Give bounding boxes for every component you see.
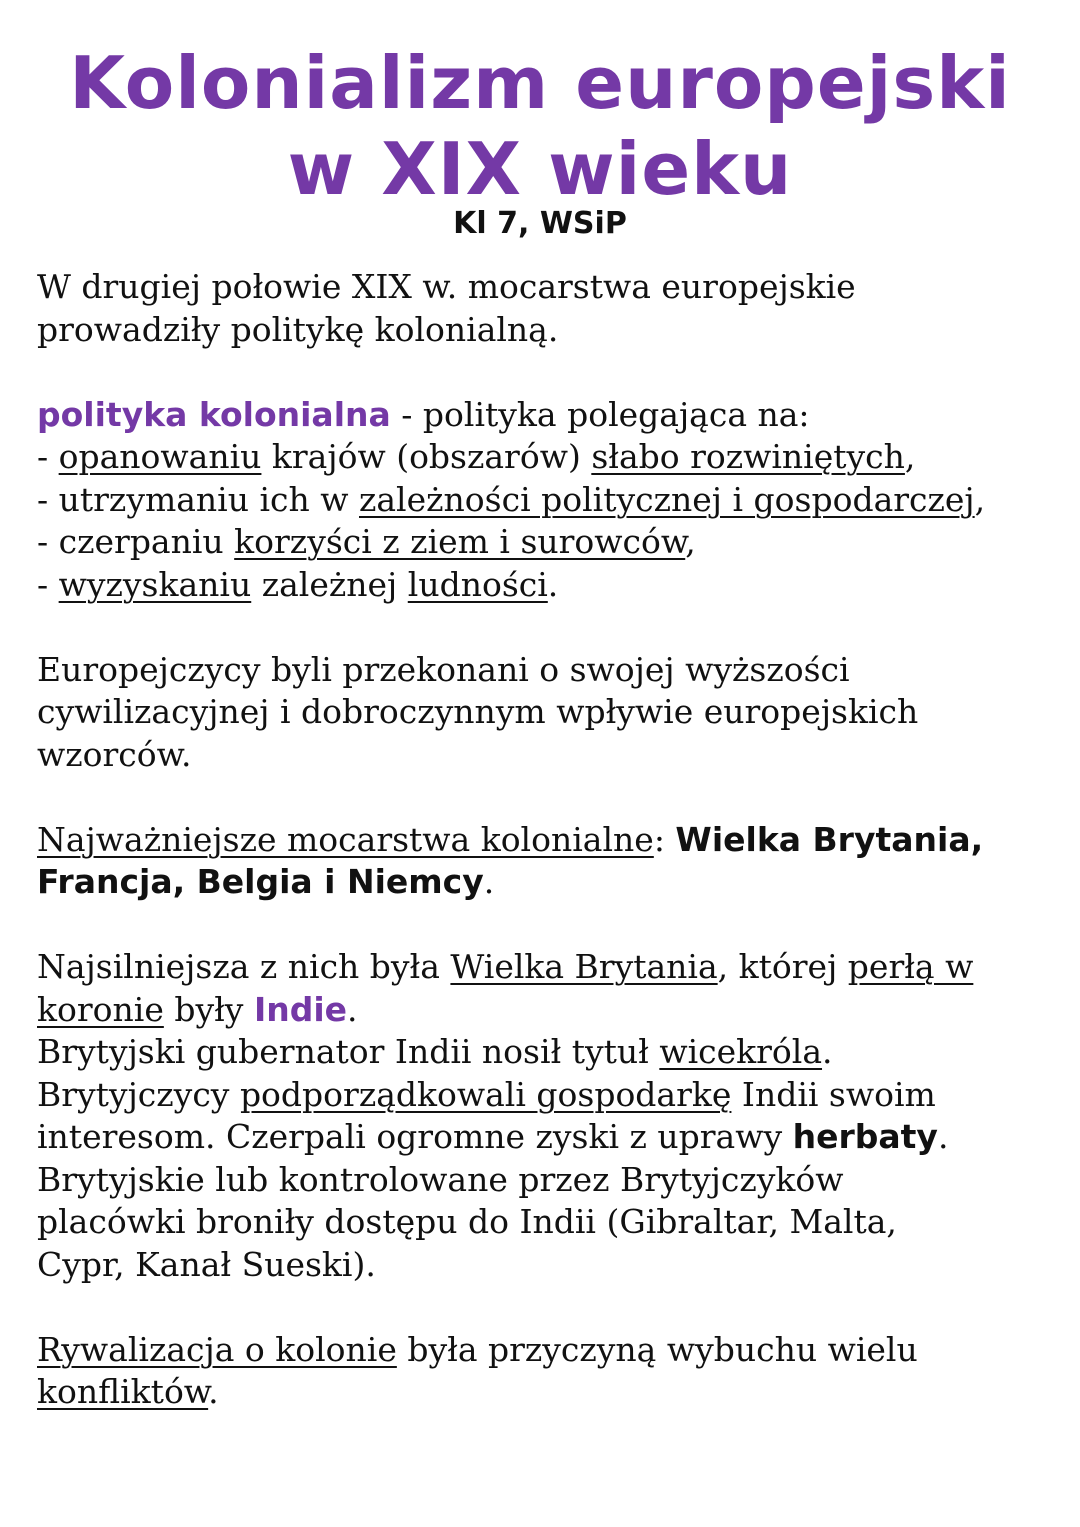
india-highlight: Indie — [253, 989, 348, 1029]
britain-paragraph: Najsilniejsza z nich była Wielka Brytania, której perłą w koronie były Indie. Brytyjski gubernator Indii nosił tytuł wicekróla. Brytyjczycy podporządkowali gospodarkę Indii swoim interesom. Czerpali ogromne zyski z uprawy herbaty. Brytyjskie lub kontrolowane przez Brytyjczyków placówki broniły dostępu do Indii (Gibraltar, Malta, Cypr, Kanał Sueski). — [37, 947, 974, 1284]
title-line-2: w XIX wieku — [287, 127, 793, 211]
definition-item: - opanowaniu krajów (obszarów) słabo rozwiniętych, — [37, 437, 916, 476]
definition-item: - utrzymaniu ich w zależności politycznej i gospodarczej, — [37, 479, 986, 519]
powers-label: Najważniejsze mocarstwa kolonialne — [37, 819, 654, 859]
intro-paragraph: W drugiej połowie XIX w. mocarstwa europejskie prowadziły politykę kolonialną. — [37, 267, 856, 349]
belief-paragraph: Europejczycy byli przekonani o swojej wyższości cywilizacyjnej i dobroczynnym wpływie europejskich wzorców. — [37, 649, 919, 774]
definition-block — [37, 394, 1057, 607]
definition-item: - wyzyskaniu zależnej ludności. — [37, 564, 559, 604]
page-title — [0, 40, 1080, 212]
rivalry-paragraph: Rywalizacja o kolonie była przyczyną wybuchu wielu konfliktów. — [37, 1329, 918, 1411]
definition-item: - czerpaniu korzyści z ziem i surowców, — [37, 522, 696, 561]
note-content — [37, 266, 1057, 1414]
definition-heading: polityka kolonialna - polityka polegająca na: — [37, 394, 810, 434]
powers-paragraph: Najważniejsze mocarstwa kolonialne: Wielka Brytania, Francja, Belgia i Niemcy. — [37, 819, 984, 901]
definition-term: polityka kolonialna — [37, 394, 391, 434]
title-line-1: Kolonializm europejski — [69, 41, 1011, 125]
page-subtitle: Kl 7, WSiP — [453, 206, 627, 241]
